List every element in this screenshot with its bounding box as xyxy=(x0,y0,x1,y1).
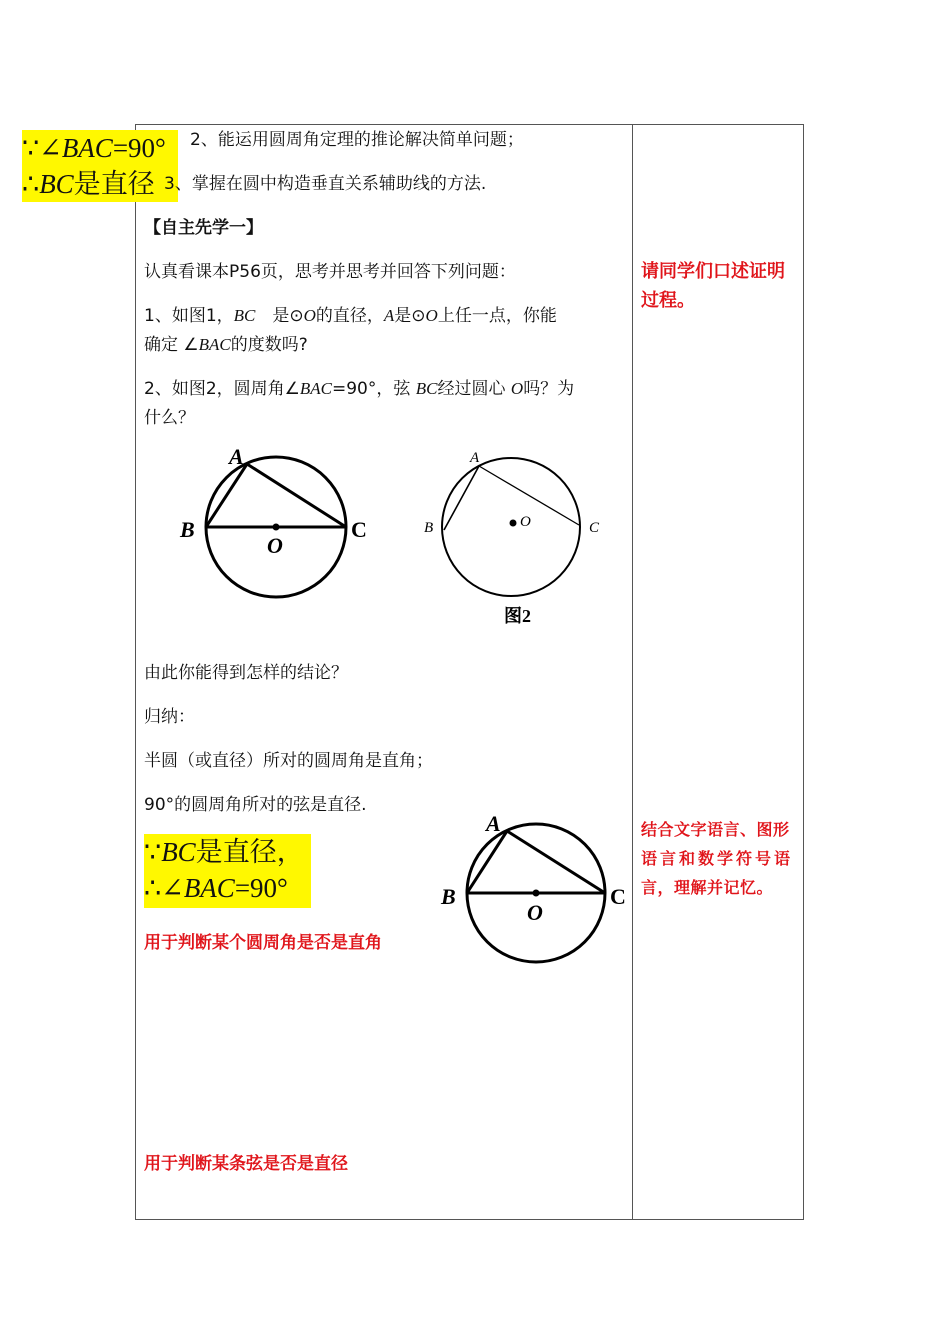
side-note-1 xyxy=(641,257,785,315)
summary-label: 归纳： xyxy=(144,707,195,727)
rule-2: 90°的圆周角所对的弦是直径. xyxy=(144,795,367,815)
figure-3-label-o: O xyxy=(527,900,543,925)
side-note-1-line1: 请同学们口述证明 xyxy=(641,261,785,282)
question-1-line2: 确定 ∠BAC的度数吗? xyxy=(144,335,308,355)
figure-1-chord-ac xyxy=(247,464,346,527)
figure-2-label-b: B xyxy=(424,520,434,536)
bottom-highlight-line1: ∵BC是直径， xyxy=(144,837,304,867)
intro-text: 认真看课本P56页，思考并思考并回答下列问题： xyxy=(144,262,516,282)
figure-3-label-a: A xyxy=(486,811,501,836)
use-note-2: 用于判断某条弦是否是直径 xyxy=(144,1154,348,1174)
question-2-line1: 2、如图2，圆周角∠BAC=90°，弦 BC经过圆心 O吗？为 xyxy=(144,379,575,399)
column-divider xyxy=(632,125,633,1219)
figure-1-label-c: C xyxy=(351,517,367,542)
figure-2-label-c: C xyxy=(589,520,600,536)
objective-2: 2、能运用圆周角定理的推论解决简单问题； xyxy=(190,130,524,150)
objective-3: 3、掌握在圆中构造垂直关系辅助线的方法. xyxy=(164,174,487,194)
figure-2-label-o: O xyxy=(520,514,531,530)
figure-3-label-b: B xyxy=(441,884,456,909)
bottom-highlight-box xyxy=(144,834,311,908)
top-highlight-line2: ∴BC是直径 xyxy=(22,169,155,199)
side-note-2-line3: 言，理解并记忆。 xyxy=(641,878,774,897)
figure-3-chord-ac xyxy=(507,831,605,893)
question-2-line2: 什么？ xyxy=(144,408,195,428)
conclusion-question: 由此你能得到怎样的结论？ xyxy=(144,663,348,683)
figure-1-center-dot xyxy=(273,524,280,531)
figure-2 xyxy=(415,440,615,630)
top-highlight-line1: ∵∠BAC=90° xyxy=(22,133,166,163)
figure-2-center-dot xyxy=(510,520,517,527)
figure-1 xyxy=(170,440,380,610)
side-note-1-line2: 过程。 xyxy=(641,290,695,311)
side-note-2-line2: 语言和数学符号语 xyxy=(641,849,794,868)
figure-3-center-dot xyxy=(533,890,540,897)
question-1-line1: 1、如图1，BC 是⊙O的直径，A是⊙O上任一点，你能 xyxy=(144,306,557,326)
figure-1-label-a: A xyxy=(229,444,244,469)
side-note-2-line1: 结合文字语言、图形 xyxy=(641,820,790,839)
figure-3 xyxy=(438,808,638,968)
figure-1-label-b: B xyxy=(180,517,195,542)
side-note-2 xyxy=(641,815,793,902)
figure-1-label-o: O xyxy=(267,533,283,558)
figure-3-label-c: C xyxy=(610,884,626,909)
figure-2-label-a: A xyxy=(470,450,480,466)
rule-1: 半圆（或直径）所对的圆周角是直角； xyxy=(144,751,433,771)
figure-2-caption: 图2 xyxy=(504,606,531,626)
use-note-1: 用于判断某个圆周角是否是直角 xyxy=(144,933,382,953)
top-highlight-box xyxy=(22,130,178,202)
bottom-highlight-line2: ∴∠BAC=90° xyxy=(144,873,288,903)
section-title: 【自主先学一】 xyxy=(144,218,263,238)
figure-2-circle xyxy=(442,458,580,596)
